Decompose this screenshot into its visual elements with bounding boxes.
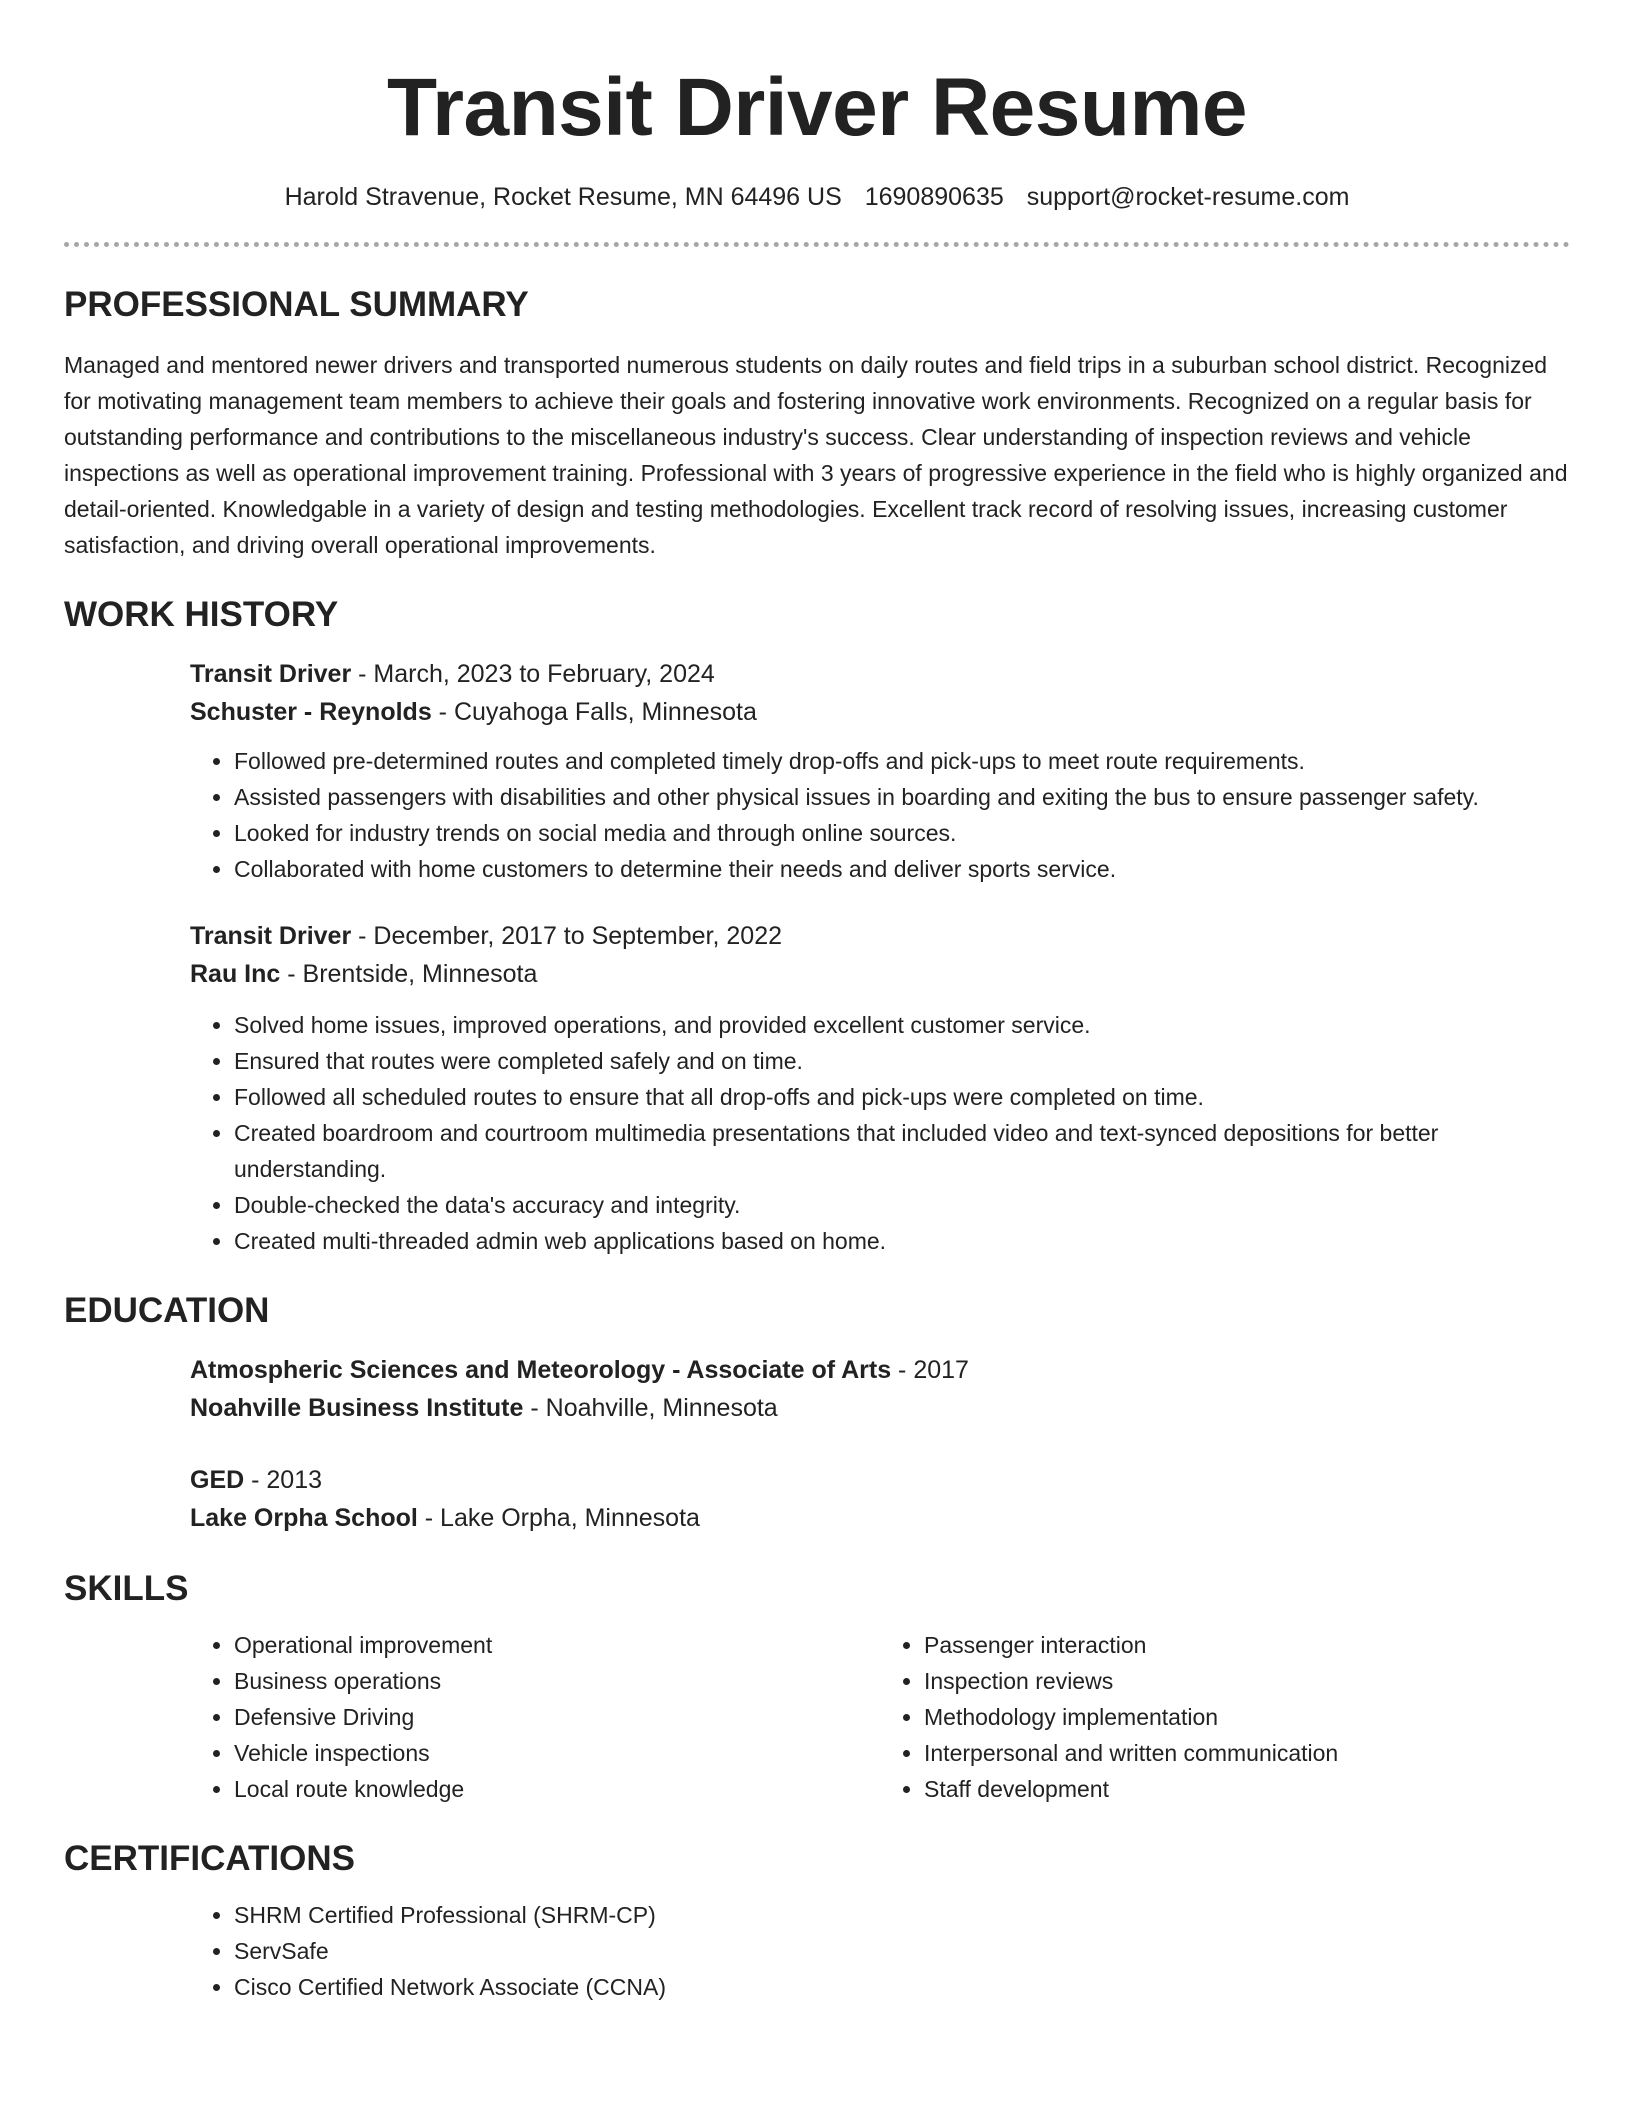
list-item: • Passenger interaction <box>924 1627 1570 1663</box>
list-item: • Followed pre-determined routes and completed timely drop-offs and pick-ups to meet route requirements. <box>234 743 1570 779</box>
list-item: • Vehicle inspections <box>234 1735 880 1771</box>
school-name: Lake Orpha School <box>190 1504 418 1532</box>
summary-section <box>64 283 1570 563</box>
job-duties-list <box>190 743 1570 887</box>
list-item: • Methodology implementation <box>924 1699 1570 1735</box>
job-company-line <box>190 693 1570 731</box>
list-item: • Collaborated with home customers to determine their needs and deliver sports service. <box>234 851 1570 887</box>
school-name: Noahville Business Institute <box>190 1394 524 1422</box>
school-location: - Noahville, Minnesota <box>523 1394 778 1422</box>
school-line <box>190 1389 1570 1427</box>
job-dates: - December, 2017 to September, 2022 <box>351 922 783 950</box>
education-heading: EDUCATION <box>64 1291 270 1330</box>
list-item: • Assisted passengers with disabilities and other physical issues in boarding and exiting the bus to ensure passenger safety. <box>234 779 1570 815</box>
list-item: • Defensive Driving <box>234 1699 880 1735</box>
contact-address: Harold Stravenue, Rocket Resume, MN 64496 US <box>284 183 842 211</box>
school-location: - Lake Orpha, Minnesota <box>417 1504 700 1532</box>
list-item: • ServSafe <box>234 1933 1570 1969</box>
skills-grid <box>190 1627 1570 1807</box>
list-item: • Inspection reviews <box>924 1663 1570 1699</box>
certifications-heading: CERTIFICATIONS <box>64 1839 356 1878</box>
list-item: • Created multi-threaded admin web applications based on home. <box>234 1223 1570 1259</box>
list-item: • Ensured that routes were completed safely and on time. <box>234 1043 1570 1079</box>
list-item: • Looked for industry trends on social media and through online sources. <box>234 815 1570 851</box>
summary-text: Managed and mentored newer drivers and transported numerous students on daily routes and field trips in a suburban school district. Recognized for motivating management team members to achieve their goals and fostering innovative work environments. Recognized on a regular basis for outstanding performance and contributions to the miscellaneous industry's success. Clear understanding of inspection reviews and vehicle inspections as well as operational improvement training. Professional with 3 years of progressive experience in the field who is highly organized and detail-oriented. Knowledgable in a variety of design and testing methodologies. Excellent track record of resolving issues, increasing customer satisfaction, and driving overall operational improvements. <box>64 352 1568 558</box>
header-divider <box>64 242 1570 247</box>
list-item: • Business operations <box>234 1663 880 1699</box>
contact-phone: 1690890635 <box>864 183 1004 211</box>
list-item: • Followed all scheduled routes to ensure that all drop-offs and pick-ups were completed on time. <box>234 1079 1570 1115</box>
skills-heading: SKILLS <box>64 1569 189 1608</box>
certifications-list <box>190 1897 1570 2005</box>
degree-name: GED <box>190 1466 245 1494</box>
job-title-line <box>190 917 1570 955</box>
list-item: • Staff development <box>924 1771 1570 1807</box>
education-entry <box>190 1461 1570 1537</box>
job-title: Transit Driver <box>190 922 352 950</box>
degree-line <box>190 1461 1570 1499</box>
list-item: • Double-checked the data's accuracy and integrity. <box>234 1187 1570 1223</box>
job-entry <box>190 917 1570 1259</box>
job-company: Rau Inc <box>190 960 281 988</box>
resume-page <box>64 0 1570 2005</box>
school-line <box>190 1499 1570 1537</box>
job-title-line <box>190 655 1570 693</box>
job-entry <box>190 655 1570 887</box>
summary-heading: PROFESSIONAL SUMMARY <box>64 285 529 324</box>
job-title: Transit Driver <box>190 660 352 688</box>
degree-year: - 2013 <box>244 1466 323 1494</box>
certifications-section <box>64 1837 1570 2005</box>
degree-line <box>190 1351 1570 1389</box>
list-item: • Created boardroom and courtroom multimedia presentations that included video and text-synced depositions for better understanding. <box>234 1115 1570 1187</box>
list-item: • Local route knowledge <box>234 1771 880 1807</box>
skills-list-left <box>190 1627 880 1807</box>
job-duties-list <box>190 1007 1570 1259</box>
education-entry <box>190 1351 1570 1427</box>
job-location: - Cuyahoga Falls, Minnesota <box>431 698 757 726</box>
skills-list-right <box>880 1627 1570 1807</box>
job-dates: - March, 2023 to February, 2024 <box>351 660 715 688</box>
education-section <box>64 1289 1570 1537</box>
list-item: • Interpersonal and written communication <box>924 1735 1570 1771</box>
certifications-block <box>190 1897 1570 2005</box>
degree-year: - 2017 <box>891 1356 969 1384</box>
degree-name: Atmospheric Sciences and Meteorology - Associate of Arts <box>190 1356 892 1384</box>
list-item: • Cisco Certified Network Associate (CCNA) <box>234 1969 1570 2005</box>
list-item: • SHRM Certified Professional (SHRM-CP) <box>234 1897 1570 1933</box>
list-item: • Solved home issues, improved operations, and provided excellent customer service. <box>234 1007 1570 1043</box>
contact-email: support@rocket-resume.com <box>1026 183 1350 211</box>
job-company: Schuster - Reynolds <box>190 698 432 726</box>
job-company-line <box>190 955 1570 993</box>
skills-section <box>64 1567 1570 1807</box>
work-history-section <box>64 593 1570 1259</box>
work-history-heading: WORK HISTORY <box>64 595 339 634</box>
contact-line <box>64 180 1570 214</box>
resume-title: Transit Driver Resume <box>387 62 1247 153</box>
list-item: • Operational improvement <box>234 1627 880 1663</box>
job-location: - Brentside, Minnesota <box>280 960 538 988</box>
